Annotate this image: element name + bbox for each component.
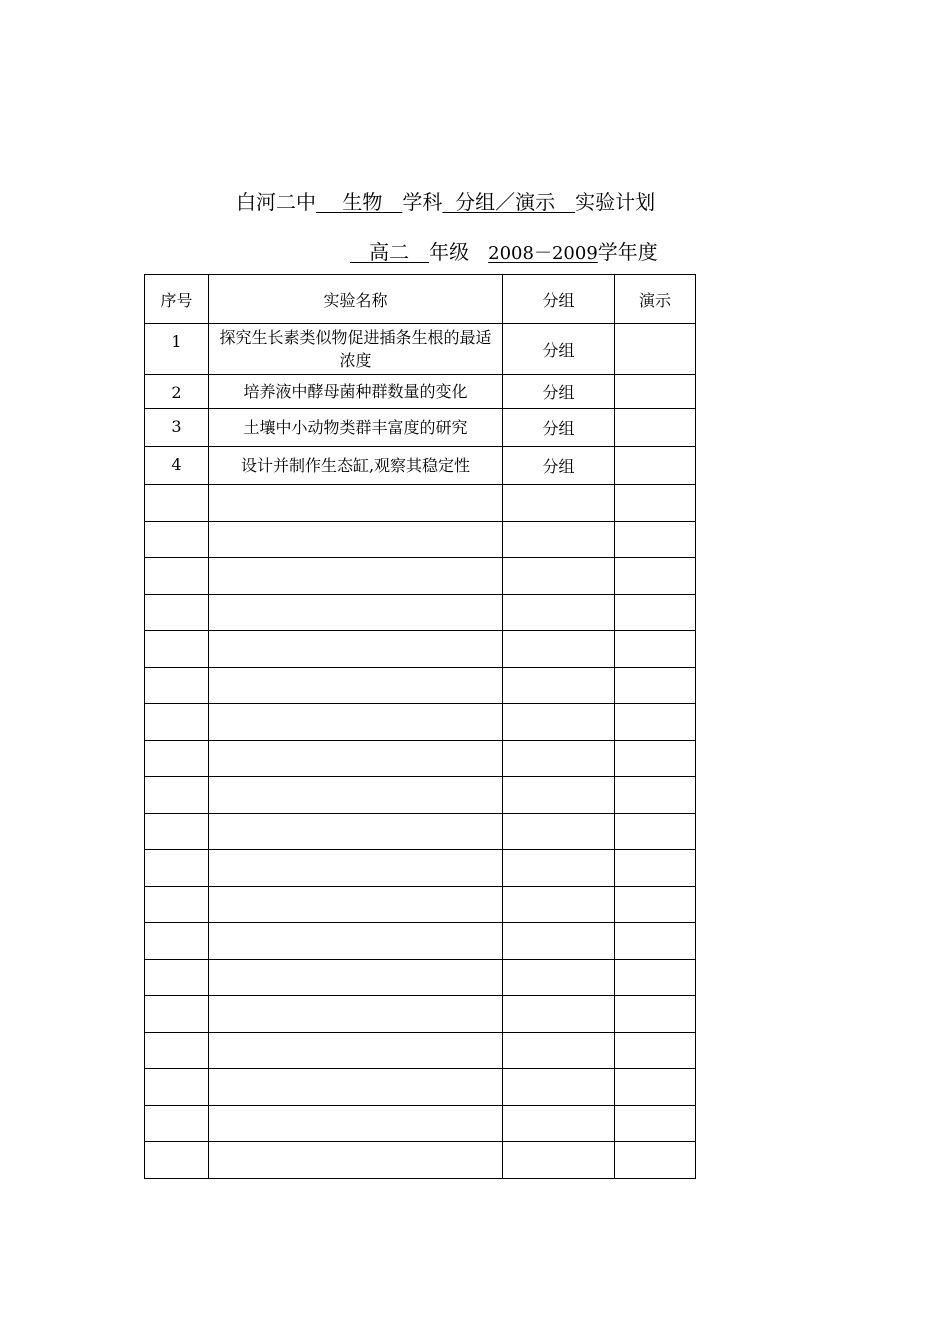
experiment-plan-table (144, 274, 696, 1179)
blank-name-cell (209, 923, 503, 960)
blank-index-cell (145, 959, 209, 996)
blank-demo-cell (615, 886, 696, 923)
group-cell: 分组 (503, 324, 615, 375)
blank-group-cell (503, 631, 615, 668)
blank-index-cell (145, 485, 209, 522)
experiment-name: 培养液中酵母菌种群数量的变化 (209, 375, 503, 409)
blank-group-cell (503, 558, 615, 595)
blank-index-cell (145, 594, 209, 631)
blank-group-cell (503, 886, 615, 923)
blank-group-cell (503, 704, 615, 741)
blank-demo-cell (615, 594, 696, 631)
blank-index-cell (145, 1032, 209, 1069)
blank-demo-cell (615, 1142, 696, 1179)
blank-table-row (145, 485, 696, 522)
blank-group-cell (503, 1032, 615, 1069)
blank-name-cell (209, 1032, 503, 1069)
blank-demo-cell (615, 667, 696, 704)
blank-name-cell (209, 1069, 503, 1106)
grade-field: 高二 (369, 240, 410, 264)
blank-table-row (145, 850, 696, 887)
row-index: 2 (145, 375, 209, 409)
blank-group-cell (503, 667, 615, 704)
subject-suffix: 学科 (402, 190, 443, 214)
blank-index-cell (145, 631, 209, 668)
experiment-name: 探究生长素类似物促进插条生根的最适浓度 (209, 324, 503, 375)
blank-index-cell (145, 1069, 209, 1106)
row-index: 1 (145, 324, 209, 375)
blank-name-cell (209, 886, 503, 923)
demo-cell (615, 375, 696, 409)
blank-index-cell (145, 850, 209, 887)
blank-table-row (145, 996, 696, 1033)
blank-table-row (145, 959, 696, 996)
blank-group-cell (503, 1069, 615, 1106)
blank-group-cell (503, 959, 615, 996)
blank-group-cell (503, 521, 615, 558)
column-header-group: 分组 (503, 275, 615, 324)
column-header-index: 序号 (145, 275, 209, 324)
blank-demo-cell (615, 1105, 696, 1142)
blank-name-cell (209, 813, 503, 850)
experiment-name: 设计并制作生态缸,观察其稳定性 (209, 447, 503, 485)
blank-index-cell (145, 521, 209, 558)
blank-index-cell (145, 996, 209, 1033)
group-cell: 分组 (503, 375, 615, 409)
column-header-name: 实验名称 (209, 275, 503, 324)
blank-group-cell (503, 777, 615, 814)
blank-demo-cell (615, 704, 696, 741)
school-year-field: 2008－2009 (488, 243, 598, 264)
blank-demo-cell (615, 1069, 696, 1106)
subject-field: 生物 (342, 190, 383, 214)
blank-table-row (145, 813, 696, 850)
blank-demo-cell (615, 485, 696, 522)
blank-table-row (145, 1105, 696, 1142)
blank-table-row (145, 740, 696, 777)
blank-name-cell (209, 667, 503, 704)
blank-group-cell (503, 485, 615, 522)
row-index: 3 (145, 409, 209, 447)
blank-table-row (145, 631, 696, 668)
blank-group-cell (503, 850, 615, 887)
blank-table-row (145, 667, 696, 704)
blank-name-cell (209, 485, 503, 522)
blank-name-cell (209, 777, 503, 814)
experiment-type-field: 分组／演示 (455, 190, 556, 214)
table-header-row (145, 275, 696, 324)
blank-group-cell (503, 996, 615, 1033)
blank-demo-cell (615, 558, 696, 595)
blank-name-cell (209, 850, 503, 887)
demo-cell (615, 409, 696, 447)
column-header-demo: 演示 (615, 275, 696, 324)
blank-group-cell (503, 813, 615, 850)
grade-suffix: 年级 (429, 240, 470, 264)
demo-cell (615, 324, 696, 375)
blank-name-cell (209, 1142, 503, 1179)
blank-name-cell (209, 631, 503, 668)
blank-demo-cell (615, 996, 696, 1033)
blank-index-cell (145, 1142, 209, 1179)
blank-group-cell (503, 1105, 615, 1142)
blank-name-cell (209, 1105, 503, 1142)
blank-index-cell (145, 558, 209, 595)
blank-group-cell (503, 923, 615, 960)
blank-index-cell (145, 1105, 209, 1142)
table-row (145, 409, 696, 447)
blank-demo-cell (615, 1032, 696, 1069)
row-index: 4 (145, 447, 209, 485)
blank-index-cell (145, 667, 209, 704)
blank-table-row (145, 521, 696, 558)
blank-name-cell (209, 740, 503, 777)
blank-name-cell (209, 521, 503, 558)
table-row (145, 447, 696, 485)
blank-table-row (145, 777, 696, 814)
blank-table-row (145, 704, 696, 741)
blank-name-cell (209, 704, 503, 741)
blank-name-cell (209, 594, 503, 631)
blank-group-cell (503, 740, 615, 777)
blank-group-cell (503, 594, 615, 631)
blank-index-cell (145, 777, 209, 814)
blank-demo-cell (615, 777, 696, 814)
blank-demo-cell (615, 959, 696, 996)
blank-name-cell (209, 959, 503, 996)
blank-table-row (145, 886, 696, 923)
blank-table-row (145, 1142, 696, 1179)
blank-name-cell (209, 558, 503, 595)
blank-demo-cell (615, 813, 696, 850)
plan-suffix: 实验计划 (575, 190, 656, 214)
blank-table-row (145, 923, 696, 960)
group-cell: 分组 (503, 447, 615, 485)
blank-table-row (145, 1069, 696, 1106)
experiment-name: 土壤中小动物类群丰富度的研究 (209, 409, 503, 447)
blank-table-row (145, 594, 696, 631)
blank-table-row (145, 1032, 696, 1069)
group-cell: 分组 (503, 409, 615, 447)
blank-demo-cell (615, 923, 696, 960)
blank-index-cell (145, 704, 209, 741)
blank-table-row (145, 558, 696, 595)
blank-demo-cell (615, 740, 696, 777)
blank-name-cell (209, 996, 503, 1033)
blank-demo-cell (615, 521, 696, 558)
school-year-suffix: 学年度 (597, 240, 658, 264)
blank-group-cell (503, 1142, 615, 1179)
blank-index-cell (145, 740, 209, 777)
blank-index-cell (145, 886, 209, 923)
demo-cell (615, 447, 696, 485)
blank-index-cell (145, 923, 209, 960)
blank-demo-cell (615, 631, 696, 668)
blank-index-cell (145, 813, 209, 850)
blank-demo-cell (615, 850, 696, 887)
table-row (145, 375, 696, 409)
school-name: 白河二中 (236, 190, 316, 214)
table-row (145, 324, 696, 375)
